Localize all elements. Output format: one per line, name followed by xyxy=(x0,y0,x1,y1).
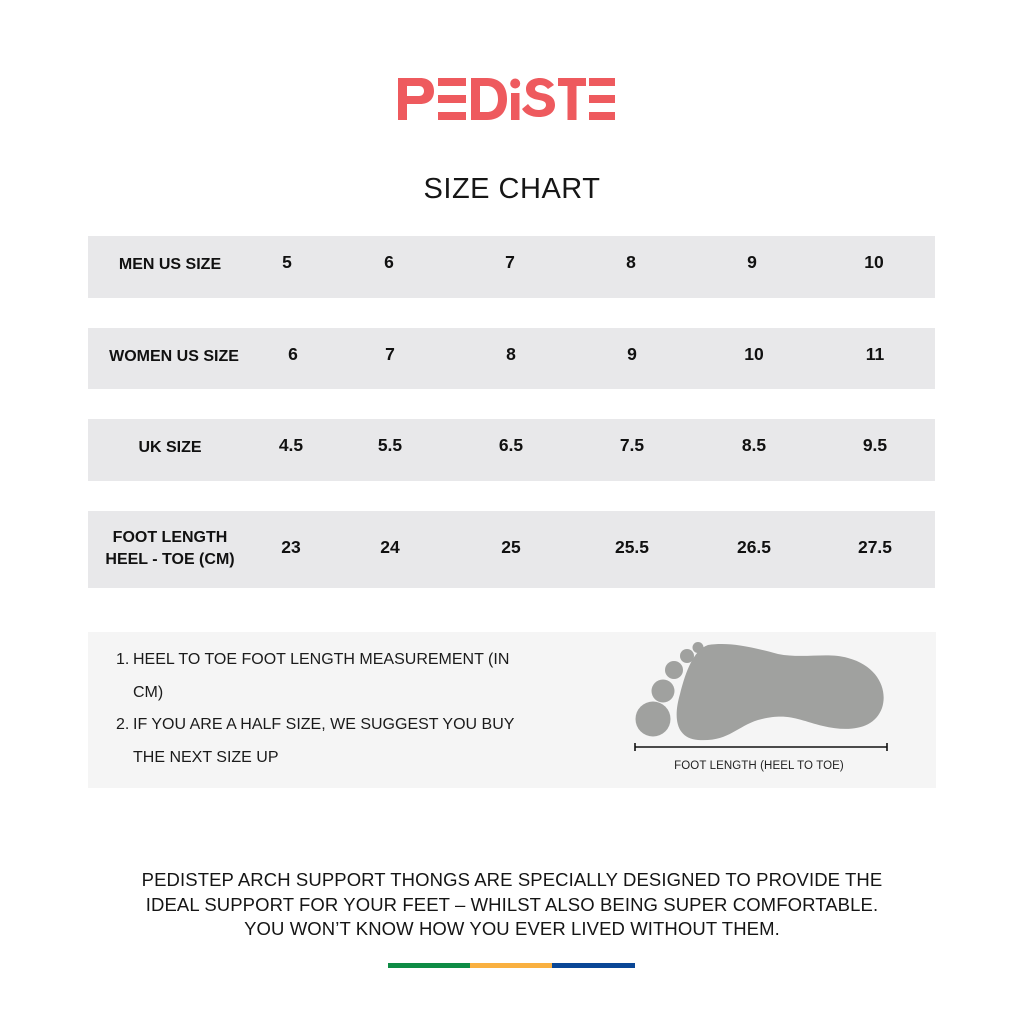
cell: 7 xyxy=(385,344,395,364)
stripe-green xyxy=(388,963,470,968)
note-item: 1. HEEL TO TOE FOOT LENGTH MEASUREMENT (IN CM) xyxy=(116,651,510,701)
row-label: UK SIZE xyxy=(138,439,202,456)
cell: 25.5 xyxy=(614,537,650,557)
size-row-uk xyxy=(88,419,935,481)
brand-color-stripe xyxy=(388,963,635,968)
note-item: 2. IF YOU ARE A HALF SIZE, WE SUGGEST YOU BUY THE NEXT SIZE UP xyxy=(116,716,515,766)
note-text: HEEL TO TOE FOOT LENGTH MEASUREMENT (IN CM) xyxy=(133,651,510,701)
cell: 9 xyxy=(747,252,757,272)
cell: 7 xyxy=(505,252,515,272)
size-row-foot-length xyxy=(88,511,935,588)
stripe-blue xyxy=(552,963,635,968)
stripe-orange xyxy=(470,963,552,968)
measurement-notes xyxy=(88,632,936,788)
cell: 27.5 xyxy=(857,537,893,557)
cell: 26.5 xyxy=(736,537,772,557)
cell: 5.5 xyxy=(377,435,403,455)
cell: 10 xyxy=(864,252,884,272)
cell: 6 xyxy=(384,252,394,272)
page-title: SIZE CHART xyxy=(423,173,601,206)
foot-length-caption: FOOT LENGTH (HEEL TO TOE) xyxy=(674,760,844,772)
cell: 10 xyxy=(744,344,764,364)
row-label: FOOT LENGTH xyxy=(112,529,228,546)
cell: 6 xyxy=(288,344,298,364)
cell: 23 xyxy=(281,537,301,557)
row-label-sub: HEEL - TOE (CM) xyxy=(105,551,235,568)
brand-logo xyxy=(0,76,1024,127)
cell: 4.5 xyxy=(278,435,304,455)
size-row-women-us xyxy=(88,328,935,389)
cell: 24 xyxy=(380,537,400,557)
row-label: WOMEN US SIZE xyxy=(109,348,239,365)
cell: 9 xyxy=(627,344,637,364)
cell: 7.5 xyxy=(619,435,645,455)
size-row-men-us xyxy=(88,236,935,298)
cell: 5 xyxy=(282,252,292,272)
cell: 8 xyxy=(506,344,516,364)
cell: 11 xyxy=(865,344,885,364)
cell: 6.5 xyxy=(498,435,524,455)
cell: 25 xyxy=(501,537,521,557)
cell: 8.5 xyxy=(741,435,767,455)
tagline-line: IDEAL SUPPORT FOR YOUR FEET – WHILST ALSO BEING SUPER COMFORTABLE. xyxy=(145,893,879,915)
product-tagline xyxy=(0,868,1024,942)
row-label: MEN US SIZE xyxy=(118,256,222,273)
cell: 8 xyxy=(626,252,636,272)
note-text: IF YOU ARE A HALF SIZE, WE SUGGEST YOU BUY THE NEXT SIZE UP xyxy=(133,716,515,766)
tagline-line: PEDISTEP ARCH SUPPORT THONGS ARE SPECIALLY DESIGNED TO PROVIDE THE xyxy=(141,869,883,890)
tagline-line: YOU WON’T KNOW HOW YOU EVER LIVED WITHOUT THEM. xyxy=(244,918,780,939)
pedistep-logo-icon xyxy=(398,76,626,122)
cell: 9.5 xyxy=(862,435,888,455)
